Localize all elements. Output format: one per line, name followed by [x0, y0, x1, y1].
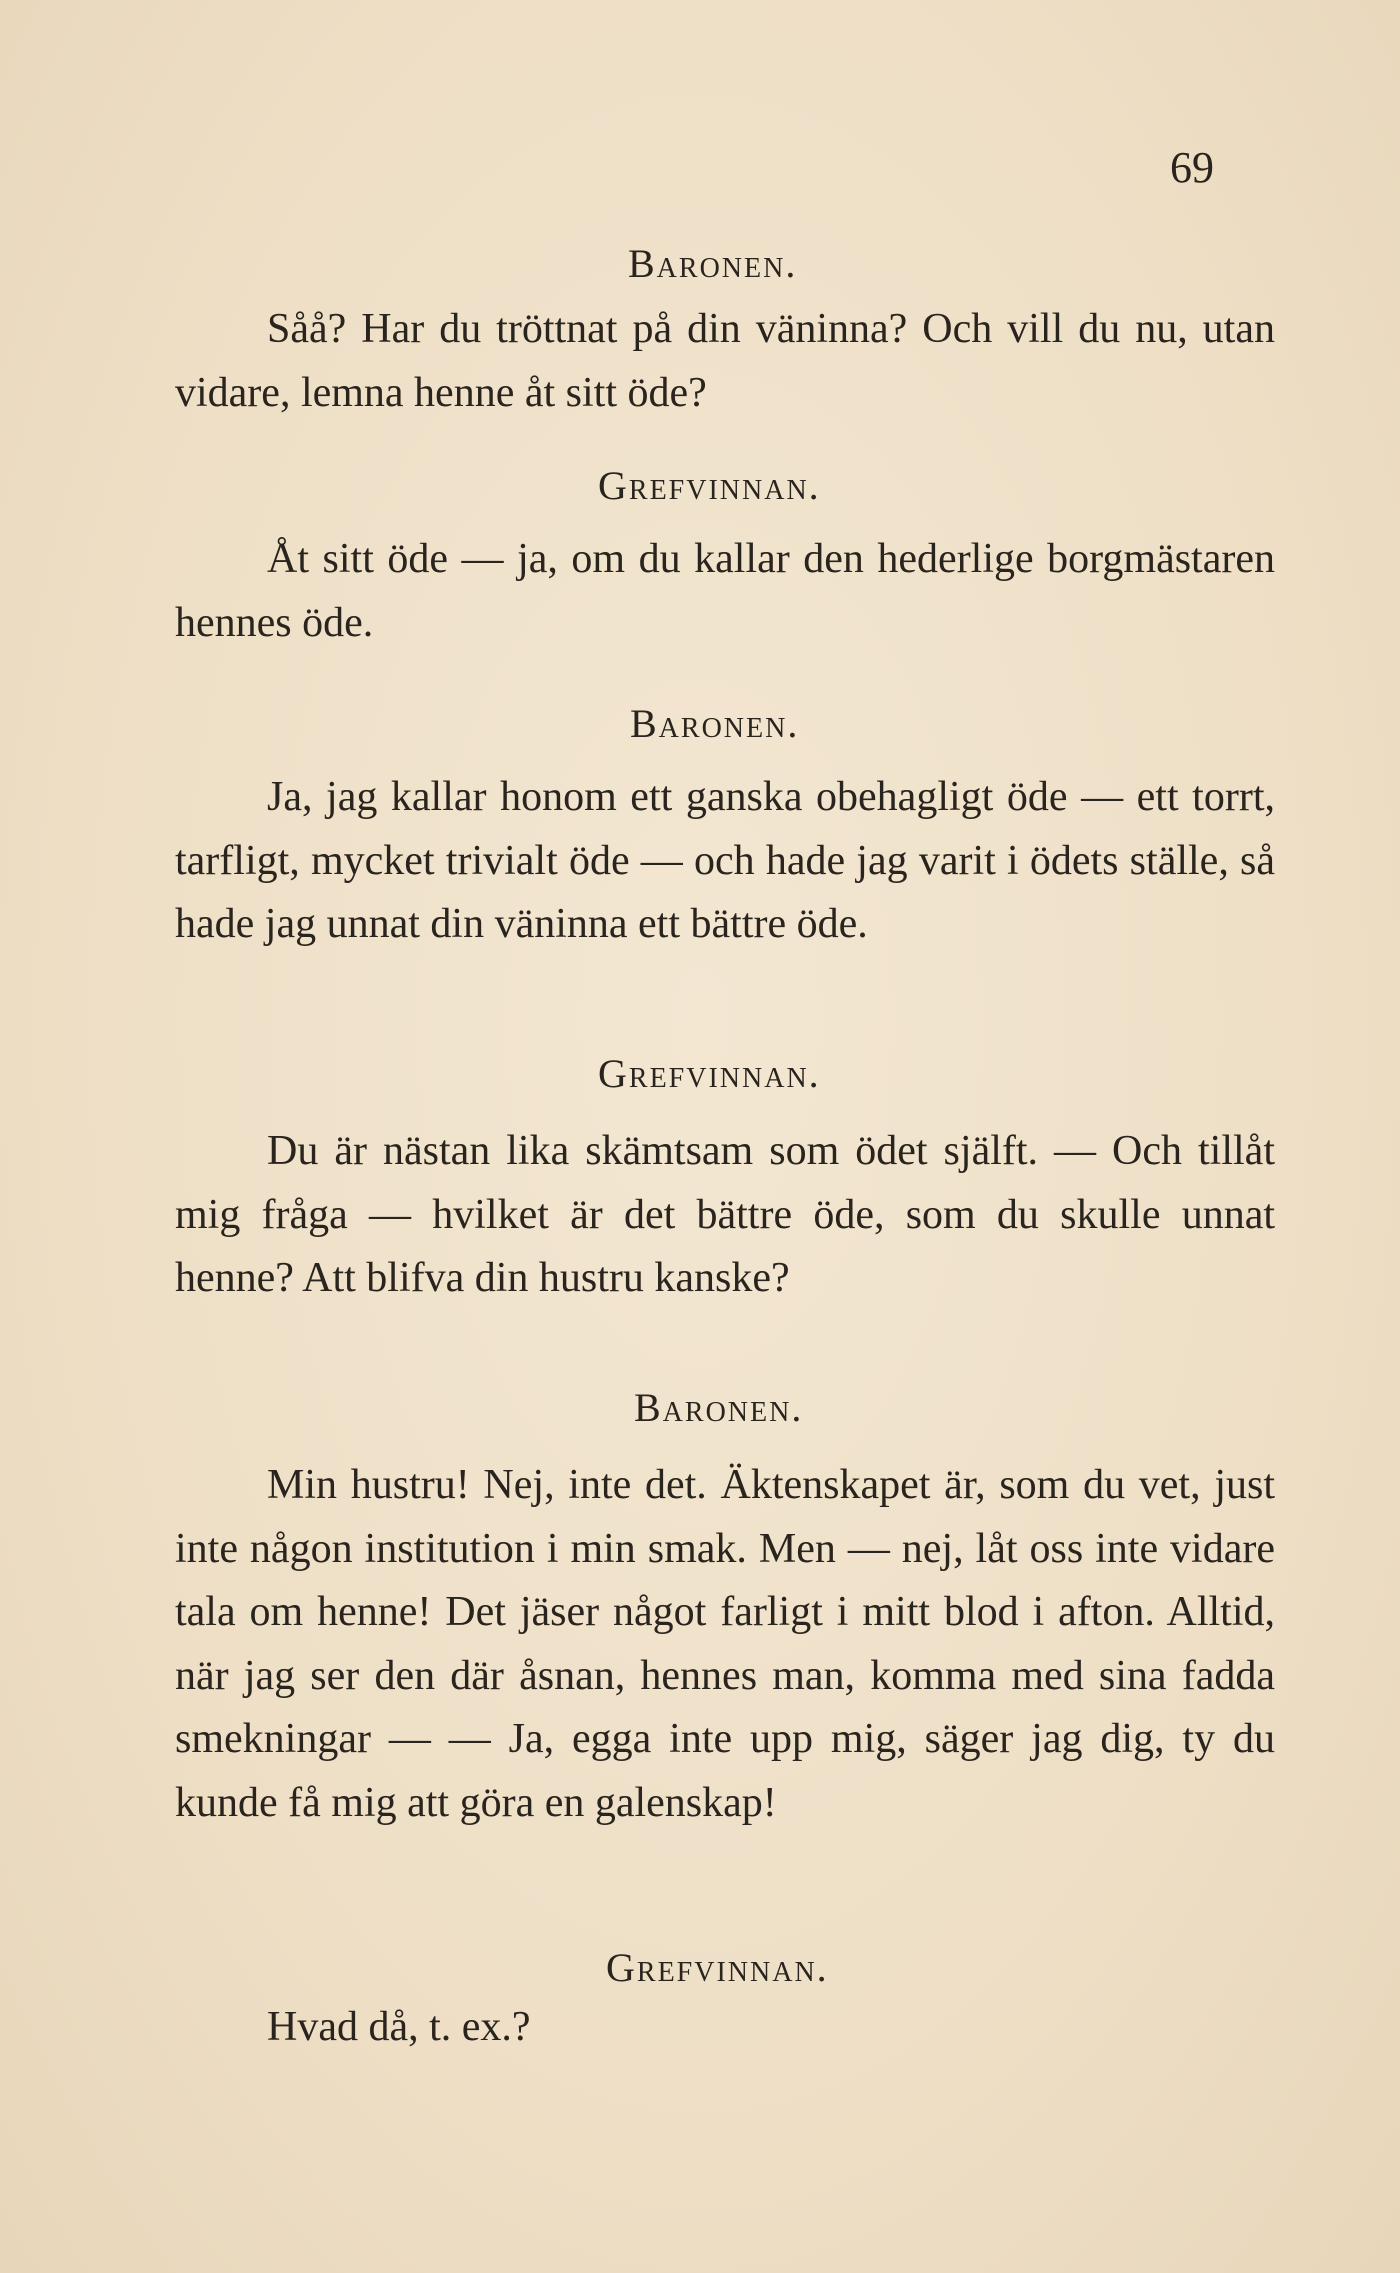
dialogue-paragraph: Såå? Har du tröttnat på din väninna? Och vill du nu, utan vidare, lemna henne åt sitt öde? — [175, 306, 1275, 416]
speaker-name: Baronen. — [628, 241, 798, 286]
speaker-name: Grefvinnan. — [606, 1945, 829, 1990]
speaker-name: Baronen. — [634, 1385, 804, 1430]
dialogue-paragraph: Åt sitt öde — ja, om du kallar den hederlige borgmästaren hennes öde. — [175, 536, 1275, 646]
speaker-name: Grefvinnan. — [598, 1051, 821, 1096]
dialogue-paragraph: Ja, jag kallar honom ett ganska obehagligt öde — ett torrt, tarfligt, mycket trivialt öde — och hade jag varit i ödets ställe, så hade jag unnat din väninna ett bättre öde. — [175, 774, 1275, 947]
speaker-name: Grefvinnan. — [598, 463, 821, 508]
dialogue-paragraph: Min hustru! Nej, inte det. Äktenskapet är, som du vet, just inte någon institution i min smak. Men — nej, låt oss inte vidare tala om henne! Det jäser något farligt i mitt blod i afton. Alltid, när jag ser den där åsnan, hennes man, komma med sina fadda smekningar — — Ja, egga inte upp mig, säger jag dig, ty du kunde få mig att göra en galenskap! — [175, 1462, 1275, 1826]
dialogue-paragraph: Hvad då, t. ex.? — [267, 2004, 531, 2050]
dialogue-paragraph: Du är nästan lika skämtsam som ödet själft. — Och tillåt mig fråga — hvilket är det bättre öde, som du skulle unnat henne? Att blifva din hustru kanske? — [175, 1128, 1275, 1301]
speaker-name: Baronen. — [630, 701, 800, 746]
page-number: 69 — [1170, 143, 1214, 192]
